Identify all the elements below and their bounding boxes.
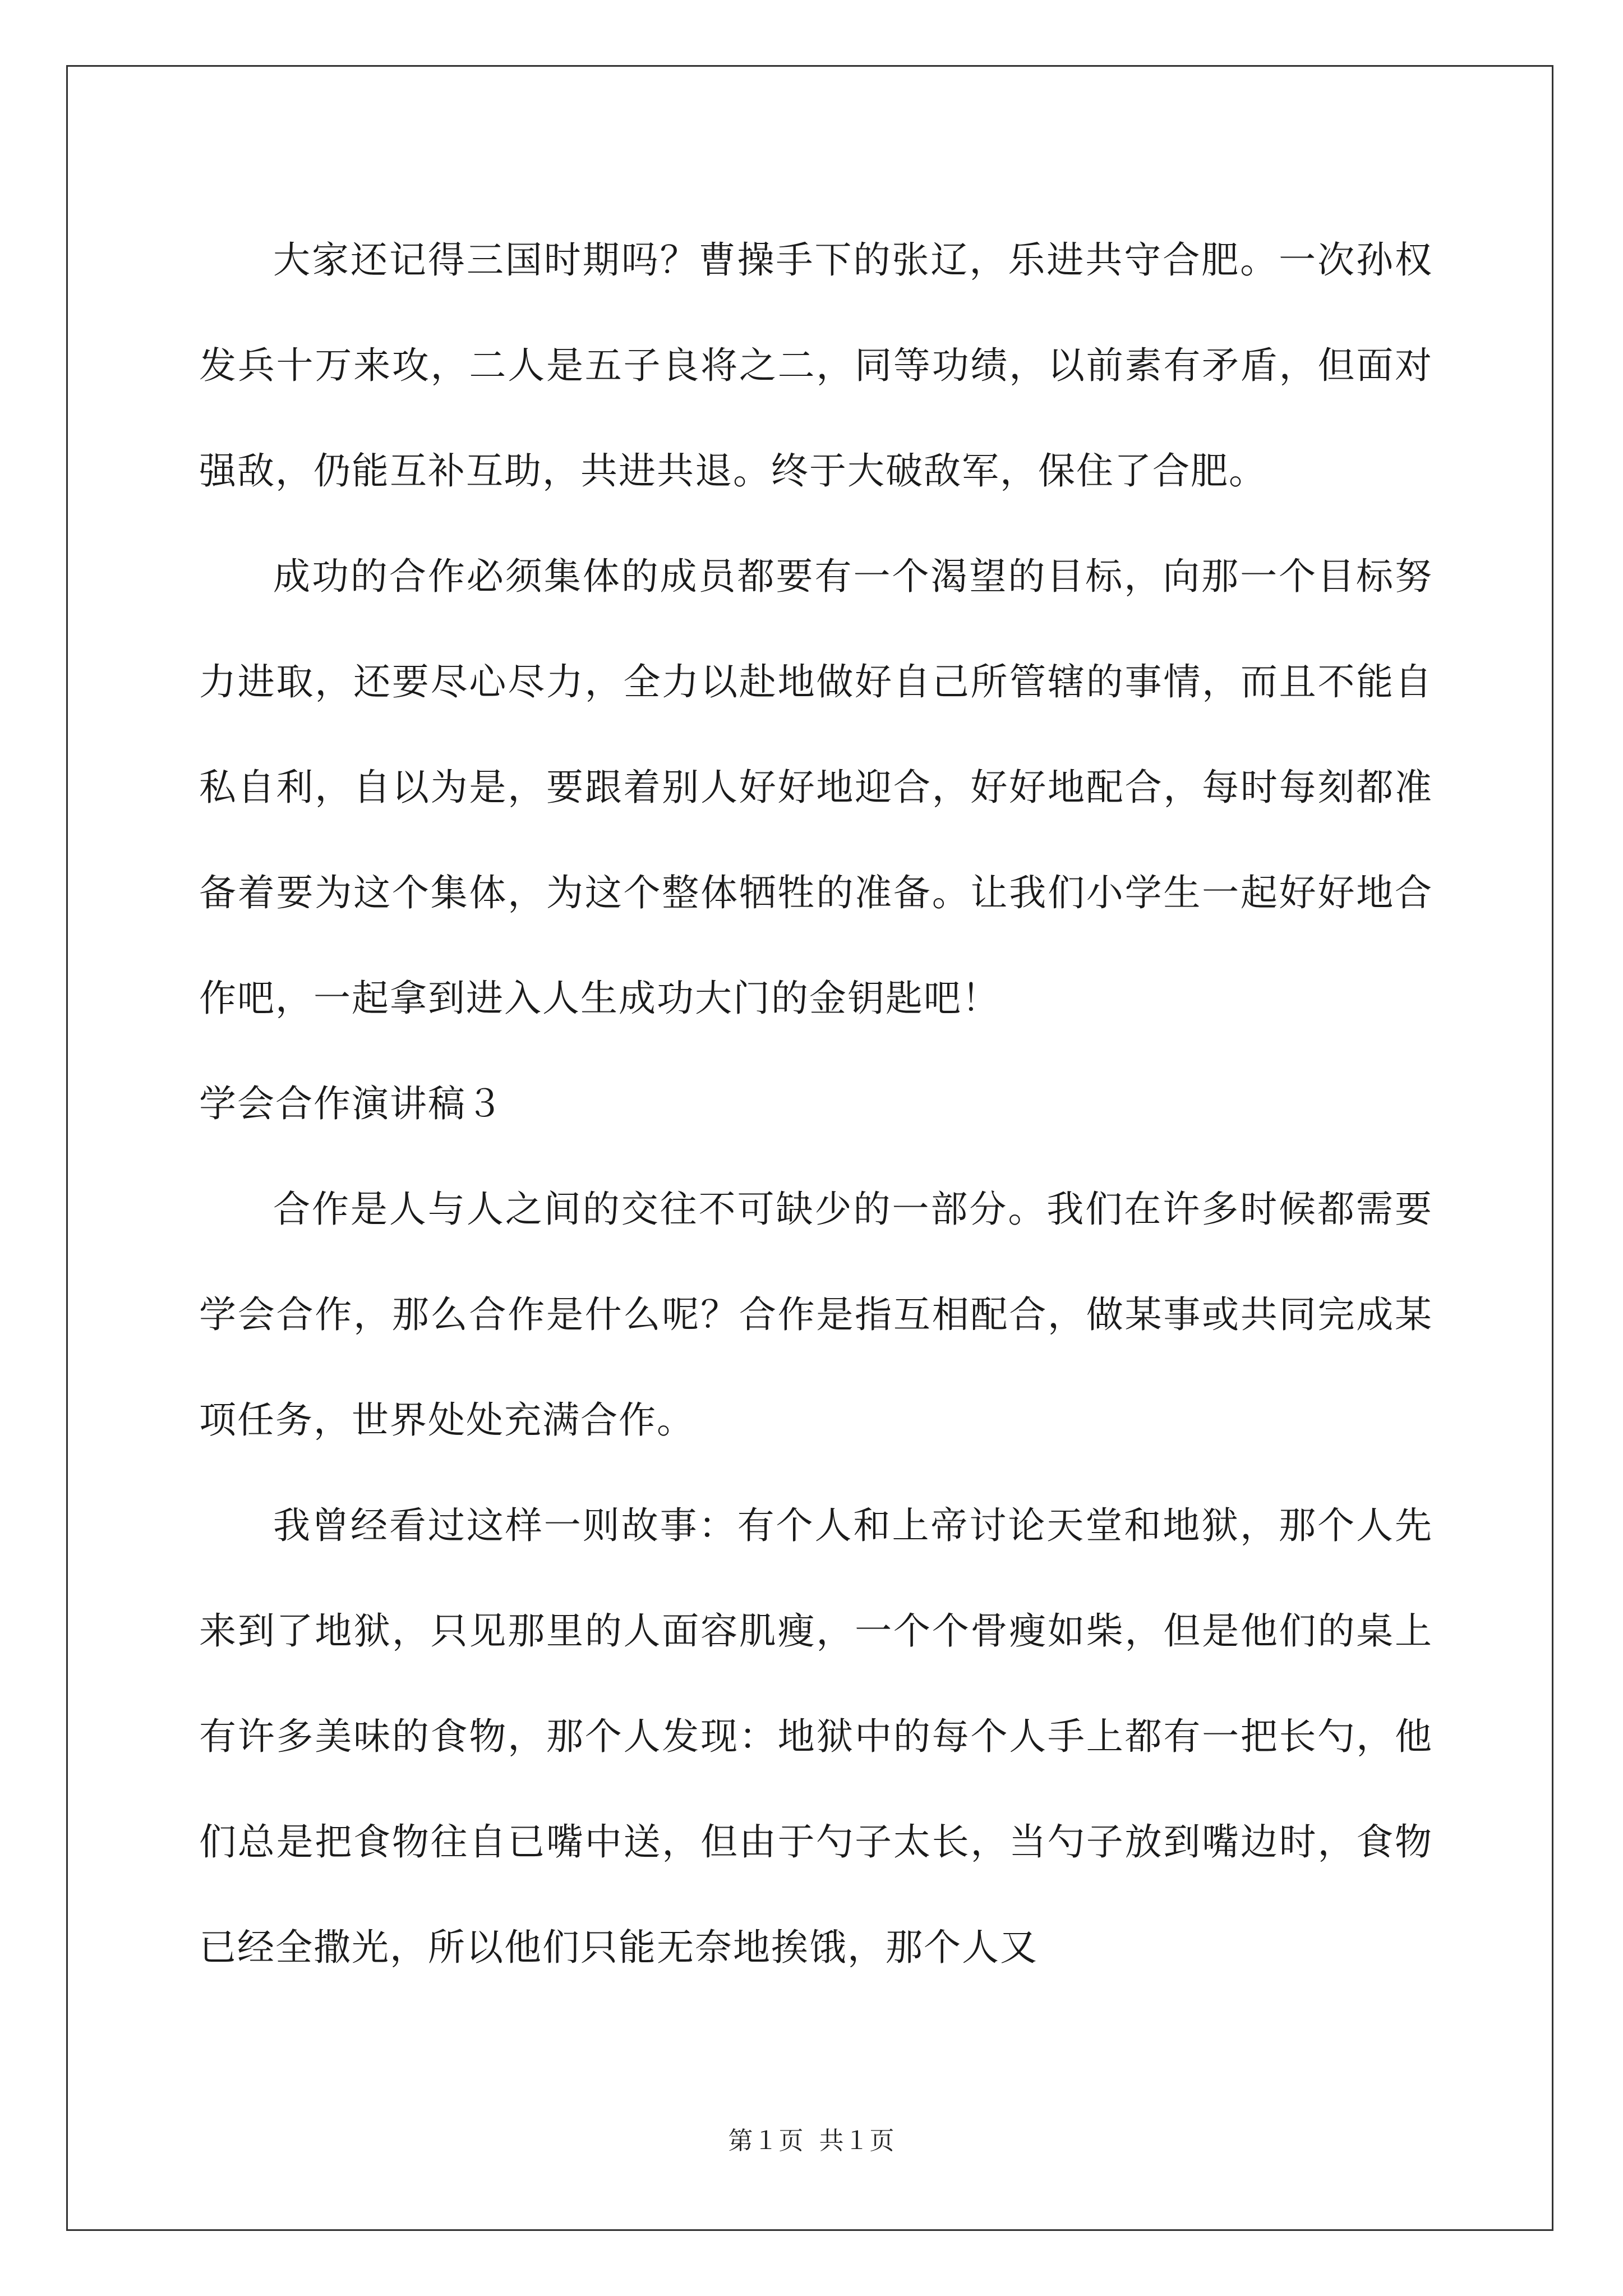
section-heading: 学会合作演讲稿３ [199,1082,504,1125]
paragraph: 成功的合作必须集体的成员都要有一个渴望的目标，向那一个目标努力进取，还要尽心尽力，全力以赴地做好自己所管辖的事情，而且不能自私自利，自以为是，要跟着别人好好地迎合，好好地配合，每时每刻都准备着要为这个集体，为这个整体牺牲的准备。让我们小学生一起好好地合作吧，一起拿到进入人生成功大门的金钥匙吧！ [199,555,1433,1020]
page-number: 第１页 [728,2127,804,2155]
paragraph: 合作是人与人之间的交往不可缺少的一部分。我们在许多时候都需要学会合作，那么合作是什么呢？合作是指互相配合，做某事或共同完成某项任务，世界处处充满合作。 [199,1188,1433,1442]
paragraph: 大家还记得三国时期吗？曹操手下的张辽，乐进共守合肥。一次孙权发兵十万来攻，二人是五子良将之二，同等功绩，以前素有矛盾，但面对强敌，仍能互补互助，共进共退。终于大破敌军，保住了合肥。 [199,238,1433,493]
page-total: 共１页 [819,2127,895,2155]
paragraph: 我曾经看过这样一则故事：有个人和上帝讨论天堂和地狱，那个人先来到了地狱，只见那里的人面容肌瘦，一个个骨瘦如柴，但是他们的桌上有许多美味的食物，那个人发现：地狱中的每个人手上都有一把长勺，他们总是把食物往自已嘴中送，但由于勺子太长，当勺子放到嘴边时，食物已经全撒光，所以他们只能无奈地挨饿，那个人又 [199,1504,1433,1969]
document-body [199,208,1433,2000]
page-footer [0,2120,1623,2156]
